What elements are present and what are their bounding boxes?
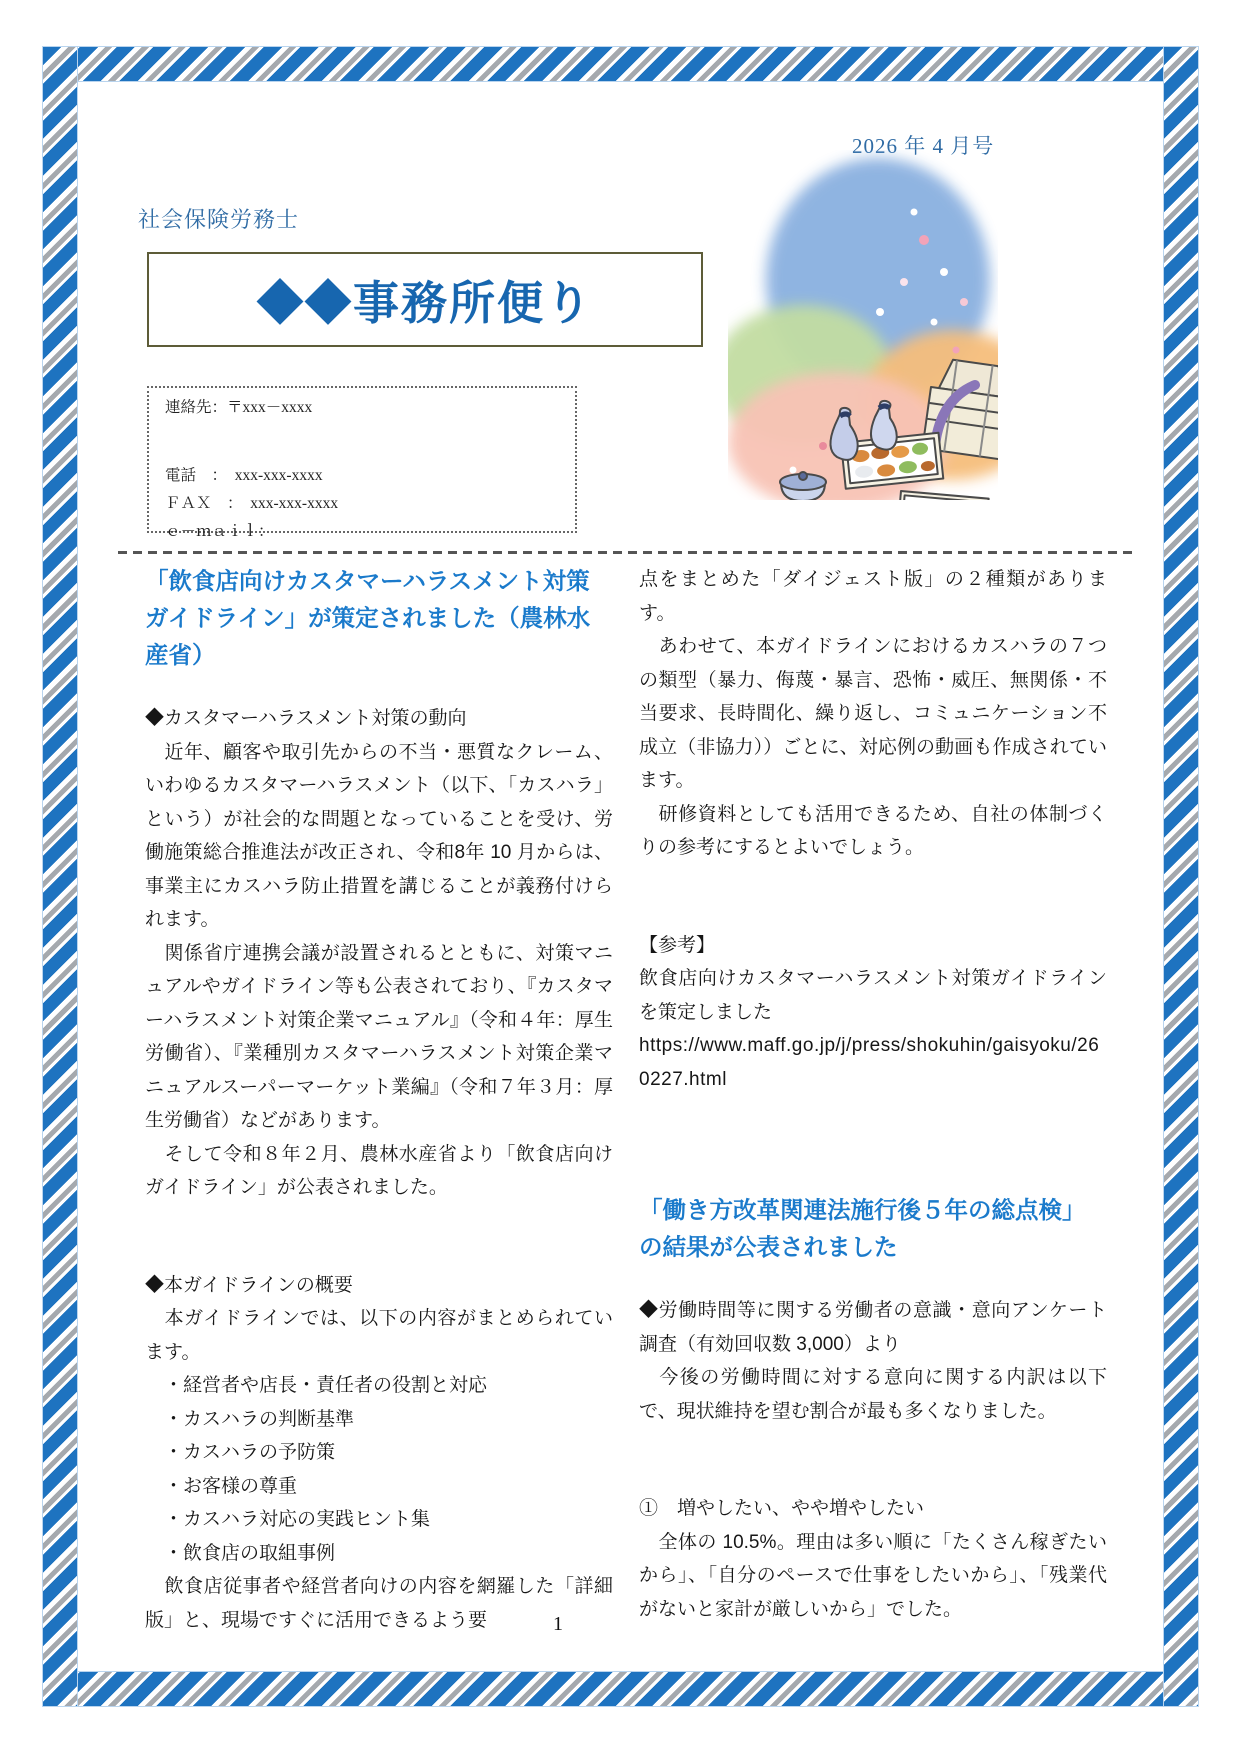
reference-title: 飲食店向けカスタマーハラスメント対策ガイドラインを策定しました: [639, 968, 1107, 1023]
frame-border-top: [42, 46, 1199, 82]
contact-phone: 電話 ： xxx-xxx-xxxx: [165, 467, 323, 484]
page-number: 1: [553, 1613, 563, 1635]
bullet-item: ・経営者や店長・責任者の役割と対応: [145, 1375, 488, 1396]
paragraph: そして令和８年２月、農林水産省より「飲食店向けガイドライン」が公表されました。: [145, 1143, 613, 1198]
paragraph: 今後の労働時間に対する意向に関する内訳は以下で、現状維持を望む割合が最も多くなりました。: [639, 1367, 1107, 1422]
reference-url: https://www.maff.go.jp/j/press/shokuhin/gaisyoku/260227.html: [639, 1035, 1100, 1090]
issue-date: 2026 年 4 月号: [852, 134, 995, 158]
paragraph: 飲食店従事者や経営者向けの内容を網羅した「詳細版」と、現場ですぐに活用できるよう要: [145, 1576, 613, 1631]
article2-headline: 「働き方改革関連法施行後５年の総点検」の結果が公表されました: [639, 1197, 1086, 1260]
paragraph: 本ガイドラインでは、以下の内容がまとめられています。: [145, 1308, 613, 1363]
paragraph: あわせて、本ガイドラインにおけるカスハラの７つの類型（暴力、侮蔑・暴言、恐怖・威圧、無関係・不当要求、長時間化、繰り返し、コミュニケーション不成立（非協力））ごとに、対応例の動画も作成されています。: [639, 636, 1107, 791]
newsletter-title-box: [147, 252, 703, 347]
bullet-item: ・カスハラの判断基準: [145, 1408, 355, 1430]
office-type-label: 社会保険労務士: [138, 207, 300, 232]
right-column: [639, 563, 1107, 1637]
list-item-1: ① 増やしたい、やや増やしたい: [639, 1498, 925, 1519]
section-heading: ◆労働時間等に関する労働者の意識・意向アンケート調査（有効回収数 3,000）より: [639, 1300, 1107, 1355]
frame-border-bottom: [42, 1671, 1199, 1707]
frame-border-left: [42, 46, 78, 1707]
bullet-item: ・カスハラ対応の実践ヒント集: [145, 1509, 431, 1530]
section-heading: ◆本ガイドラインの概要: [145, 1274, 353, 1296]
contact-box: [147, 386, 577, 540]
hanami-picnic-illustration: [728, 150, 998, 500]
frame-border-right: [1163, 46, 1199, 1707]
paragraph: 関係省庁連携会議が設置されるとともに、対策マニュアルやガイドライン等も公表されており、『カスタマーハラスメント対策企業マニュアル』（令和４年：厚生労働省）、『業種別カスタマーハラスメント対策企業マニュアルスーパーマーケット業編』（令和７年３月：厚生労働省）などがあります。: [145, 942, 613, 1131]
contact-email: ｅ－ｍａｉｌ：: [165, 523, 274, 540]
article-columns: [145, 563, 1107, 1637]
section-divider: [118, 551, 1132, 554]
section-heading: ◆カスタマーハラスメント対策の動向: [145, 708, 467, 729]
bullet-item: ・お客様の尊重: [145, 1475, 298, 1497]
contact-address: 連絡先：〒xxx－xxxx: [165, 399, 313, 416]
paragraph: 全体の 10.5%。理由は多い順に「たくさん稼ぎたいから」、「自分のペースで仕事をしたいから」、「残業代がないと家計が厳しいから」でした。: [639, 1531, 1107, 1620]
newsletter-title: ◆◆事務所便り: [257, 277, 593, 329]
article1-headline: 「飲食店向けカスタマーハラスメント対策ガイドライン」が策定されました（農林水産省）: [145, 568, 591, 668]
paragraph: 研修資料としても活用できるため、自社の体制づくりの参考にするとよいでしょう。: [639, 803, 1107, 858]
contact-fax: ＦＡＸ ： xxx-xxx-xxxx: [165, 495, 339, 512]
bullet-item: ・カスハラの予防策: [145, 1442, 336, 1463]
paragraph: 近年、顧客や取引先からの不当・悪質なクレーム、いわゆるカスタマーハラスメント（以下、「カスハラ」という）が社会的な問題となっていることを受け、労働施策総合推進法が改正され、令和8年 10 月からは、事業主にカスハラ防止措置を講じることが義務付けられます。: [145, 741, 613, 930]
bullet-item: ・飲食店の取組事例: [145, 1542, 336, 1564]
left-column: [145, 563, 613, 1637]
reference-heading: 【参考】: [639, 934, 716, 956]
paragraph: 点をまとめた「ダイジェスト版」の２種類があります。: [639, 569, 1107, 624]
